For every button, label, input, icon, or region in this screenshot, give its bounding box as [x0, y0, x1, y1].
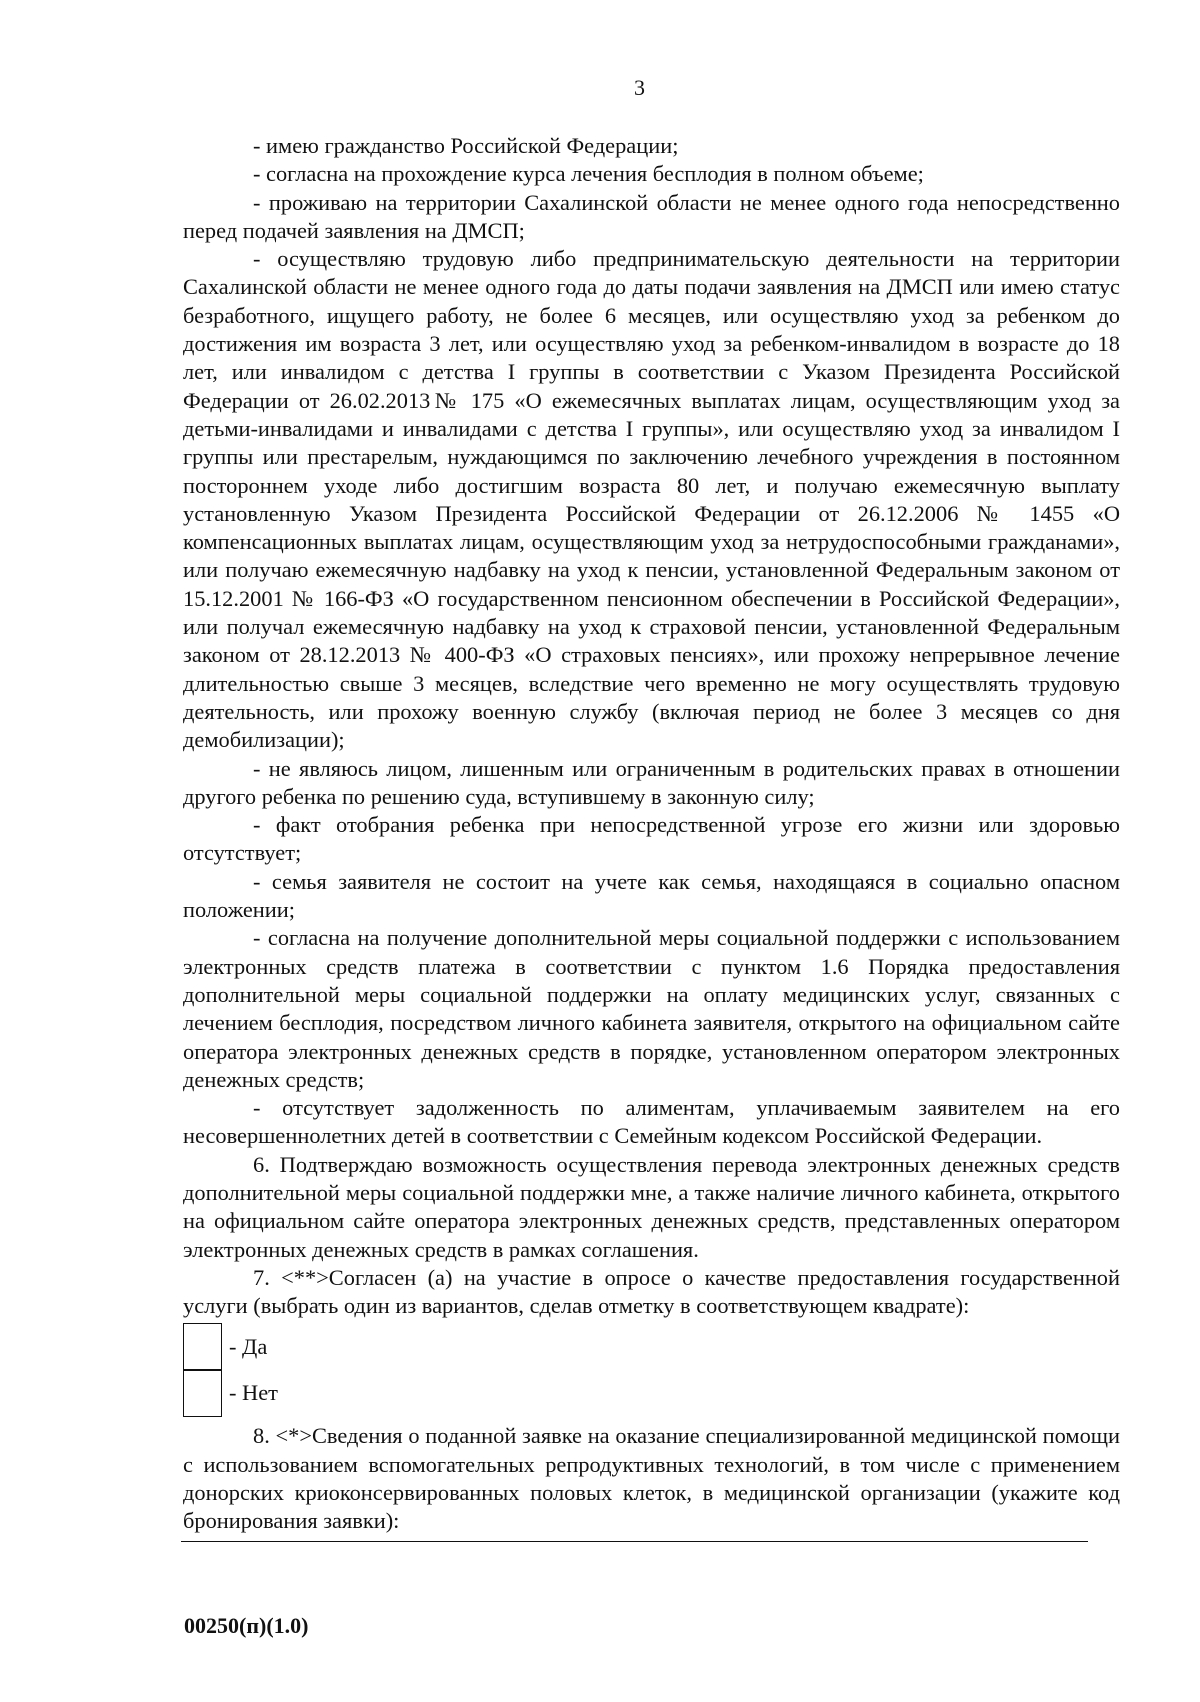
page-number: 3 [634, 75, 645, 100]
condition-parental-rights: - не являюсь лицом, лишенным или ограниченным в родительских правах в отношении другого ребенка по решению суда, вступившему в законную силу; [183, 755, 1120, 809]
item-6-confirmation: 6. Подтверждаю возможность осуществления перевода электронных денежных средств дополнительной меры социальной поддержки мне, а также наличие личного кабинета, открытого на официальном сайте оператора электронных денежных средств, представленных оператором электронных денежных средств в рамках соглашения. [183, 1151, 1120, 1262]
item-7-survey-consent: 7. <**>Согласен (а) на участие в опросе о качестве предоставления государственной услуги (выбрать один из вариантов, сделав отметку в соответствующем квадрате): [183, 1264, 1120, 1319]
condition-employment: - осуществляю трудовую либо предпринимательскую деятельности на территории Сахалинской области не менее одного года до даты подачи заявления на ДМСП или имею статус безработного, ищущего работу, не более 6 месяцев, или осуществляю уход за ребенком до достижения им возраста 3 лет, или осуществляю уход за ребенком-инвалидом в возрасте до 18 лет, или инвалидом с детства I группы в соответствии с Указом Президента Российской Федерации от 26.02.2013№ 175 «О ежемесячных выплатах лицам, осуществляющим уход за детьми-инвалидами и инвалидами с детства I группы», или осуществляю уход за инвалидом I группы или престарелым, нуждающимся по заключению лечебного учреждения в постоянном постороннем уходе либо достигшим возраста 80 лет, и получаю ежемесячную выплату установленную Указом Президента Российской Федерации от 26.12.2006 № 1455 «О компенсационных выплатах лицам, осуществляющим уход за нетрудоспособными гражданами», или получаю ежемесячную надбавку на уход к пенсии, установленной Федеральным законом от 15.12.2001 № 166-ФЗ «О государственном пенсионном обеспечении в Российской Федерации», или получал ежемесячную надбавку на уход к страховой пенсии, установленной Федеральным законом от 28.12.2013 № 400-ФЗ «О страховых пенсиях», или прохожу непрерывное лечение длительностью свыше 3 месяцев, вследствие чего временно не могу осуществлять трудовую деятельность, или прохожу военную службу (включая период не более 3 месяцев со дня демобилизации); [183, 246, 1120, 753]
checkbox-yes[interactable] [183, 1323, 222, 1371]
condition-social-registry: - семья заявителя не состоит на учете как семья, находящаяся в социально опасном положении; [183, 868, 1120, 923]
choice-no-label: - Нет [229, 1380, 278, 1406]
survey-choices [183, 1323, 1120, 1420]
booking-code-field[interactable] [181, 1541, 1088, 1542]
condition-child-removal: - факт отобрания ребенка при непосредственной угрозе его жизни или здоровью отсутствует; [183, 812, 1120, 866]
form-code: 00250(п)(1.0) [184, 1613, 309, 1638]
condition-electronic-payment: - согласна на получение дополнительной меры социальной поддержки с использованием электронных средств платежа в соответствии с пунктом 1.6 Порядка предоставления дополнительной меры социальной поддержки на оплату медицинских услуг, связанных с лечением бесплодия, посредством личного кабинета заявителя, открытого на официальном сайте оператора электронных денежных средств в порядке, установленном оператором электронных денежных средств; [183, 925, 1120, 1092]
document-body [183, 132, 1120, 1536]
condition-treatment-consent: - согласна на прохождение курса лечения бесплодия в полном объеме; [253, 161, 924, 187]
choice-yes-label: - Да [229, 1334, 268, 1360]
condition-residence: - проживаю на территории Сахалинской области не менее одного года непосредственно перед подачей заявления на ДМСП; [183, 189, 1120, 243]
condition-alimony: - отсутствует задолженность по алиментам, уплачиваемым заявителем на его несовершеннолетних детей в соответствии с Семейным кодексом Российской Федерации. [183, 1095, 1120, 1149]
condition-citizenship: - имею гражданство Российской Федерации; [253, 133, 679, 158]
checkbox-no[interactable] [183, 1369, 222, 1417]
item-8-booking-info: 8. <*>Сведения о поданной заявке на оказание специализированной медицинской помощи с использованием вспомогательных репродуктивных технологий, в том числе с применением донорских криоконсервированных половых клеток, в медицинской организации (укажите код бронирования заявки): [183, 1423, 1120, 1534]
